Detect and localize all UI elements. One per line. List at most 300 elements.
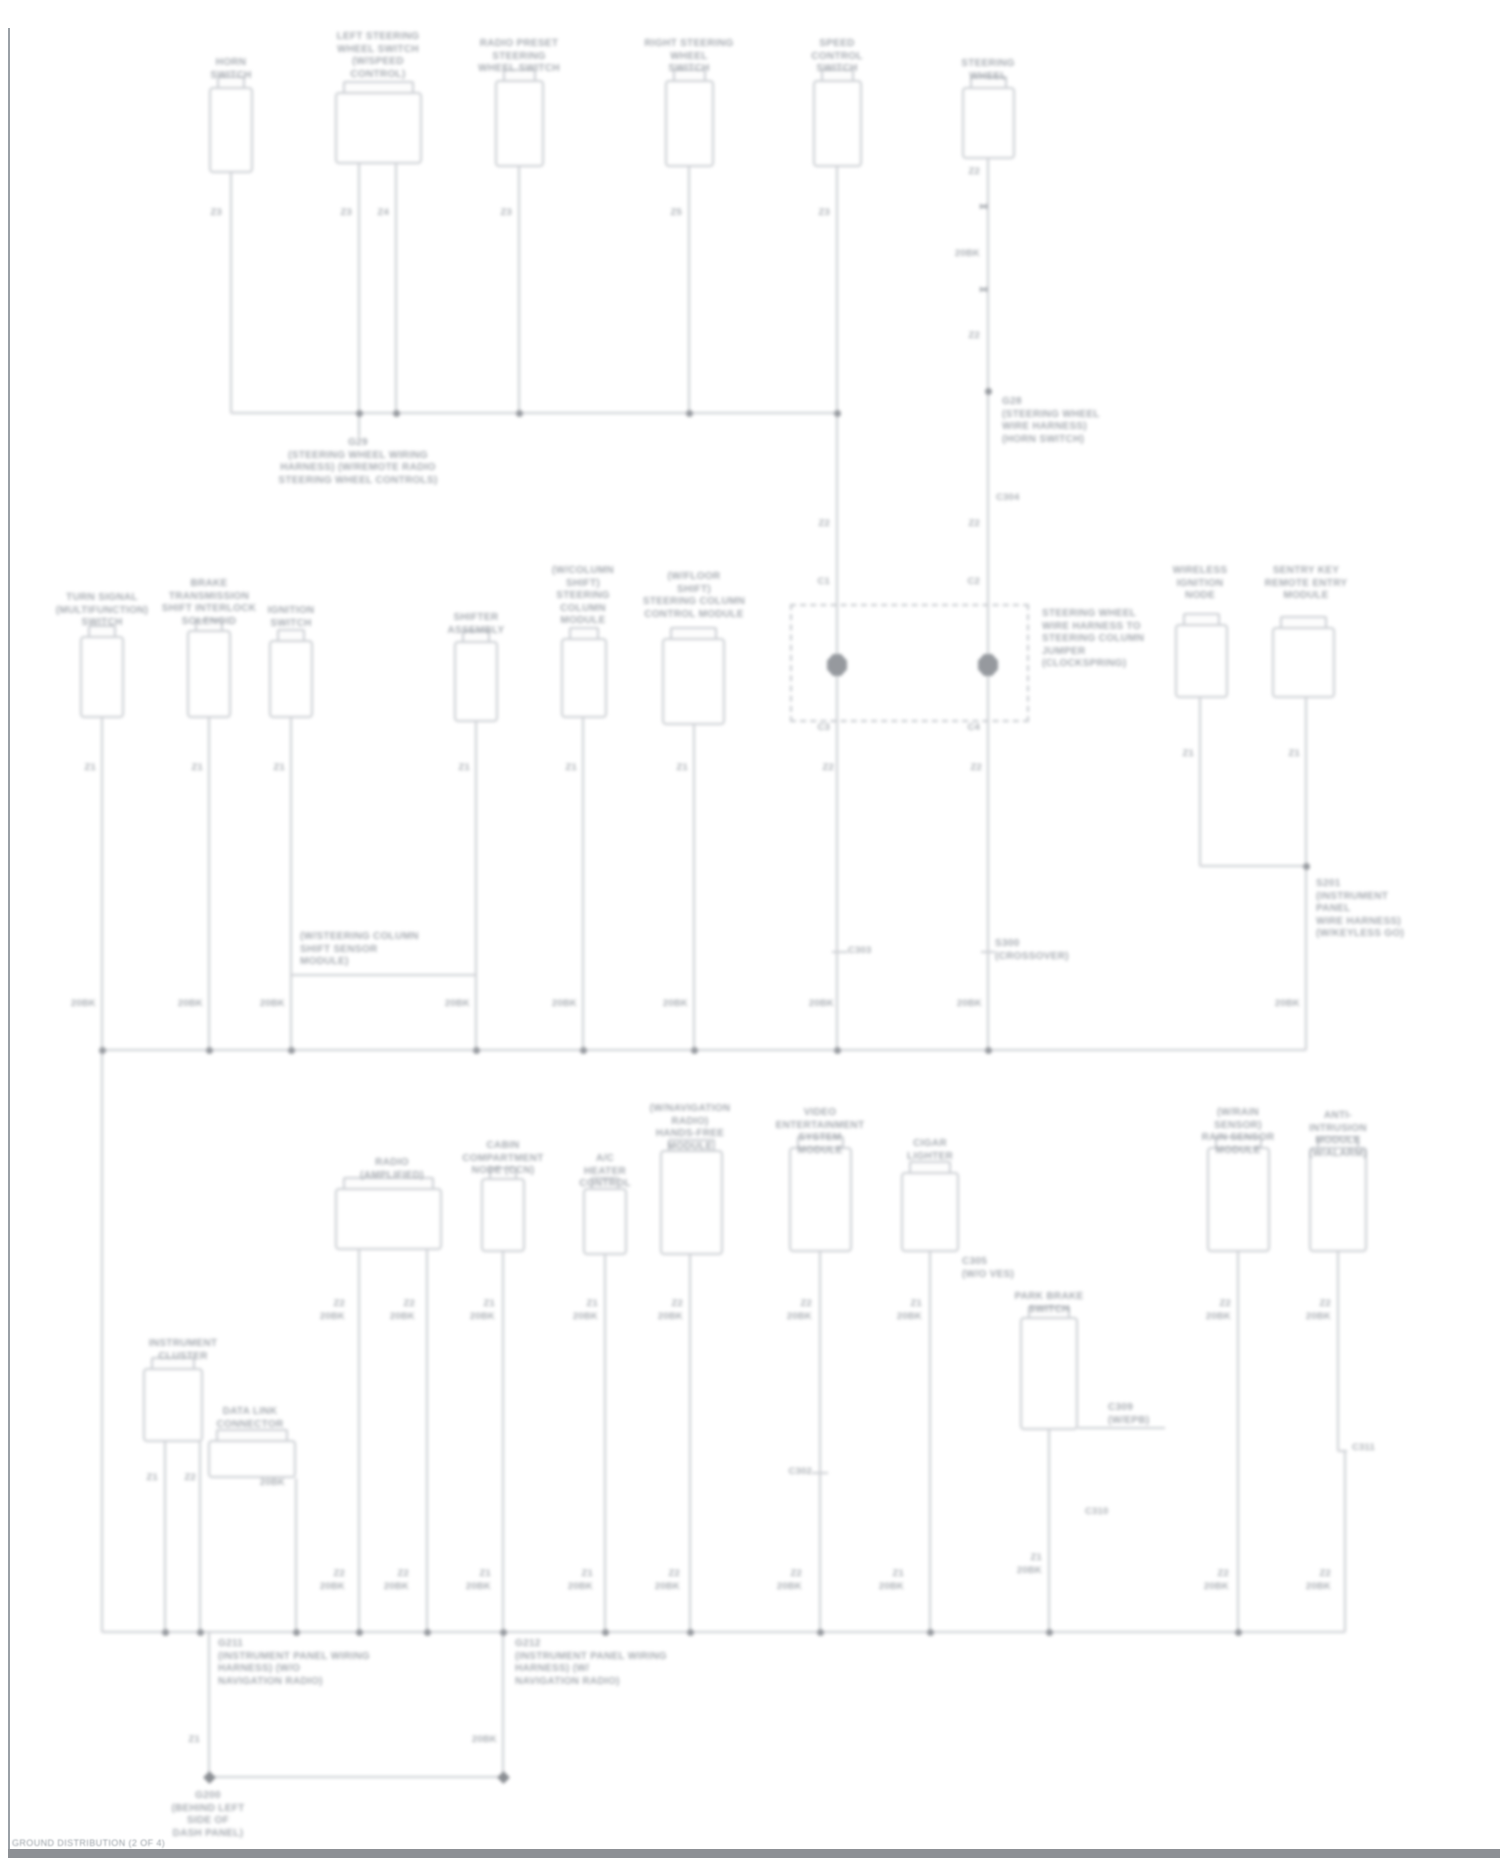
wire-segment (1200, 865, 1306, 867)
connector-label-line: PARK BRAKE (1014, 1291, 1084, 1302)
junction-dot (473, 1047, 480, 1054)
ground-note-line: HARNESS) (W/ (515, 1663, 590, 1674)
wire-segment (475, 722, 477, 1050)
ground-note (1002, 396, 1117, 446)
wire-code-label: 20BK (786, 1311, 812, 1322)
ground-note-line: (W/O VES) (962, 1268, 1015, 1280)
junction-dot (1046, 1629, 1053, 1636)
ground-note-line: G211 (218, 1638, 244, 1649)
wire-code-label: Z1 (892, 1568, 904, 1579)
connector-label-line: (W/RAIN (1216, 1107, 1260, 1118)
ground-note (258, 437, 458, 487)
connector-label-line: BRAKE (190, 578, 228, 589)
connector-label-line: STEERING COLUMN (642, 596, 746, 607)
connector-label-line: CABIN (486, 1140, 520, 1151)
wire-code-label: C310 (1085, 1506, 1109, 1517)
connector-label-line: MODULE (1215, 1144, 1261, 1156)
connector-label-line: INTRUSION (1309, 1122, 1367, 1134)
ground-note-line: NAVIGATION RADIO) (515, 1675, 620, 1687)
junction-dot (356, 410, 363, 417)
connector-label-line: CONTROL (811, 50, 863, 62)
connector-label (201, 605, 381, 630)
connector-label-line: HEATER (583, 1165, 627, 1177)
ground-note-line: (CROSSOVER) (995, 950, 1069, 962)
wire-segment (291, 974, 476, 976)
connector-box connector-horn-switch (209, 87, 253, 173)
connector-label (604, 571, 784, 621)
wire-code-label: 20BK (776, 1581, 802, 1592)
connector-box connector-hands-free-module (660, 1150, 723, 1255)
inline-connector-icon: ▸◂ (980, 284, 985, 295)
connector-cap (277, 629, 305, 642)
junction-dot (985, 1047, 992, 1054)
wire-segment (1078, 1427, 1165, 1429)
connector-label-line: A/C (595, 1153, 615, 1164)
connector-label (1216, 565, 1396, 603)
connector-box connector-shifter-assembly (454, 641, 498, 722)
wire-code-label: 20BK (471, 1734, 497, 1745)
connector-label-line: VIDEO (803, 1107, 837, 1118)
connector-label-line: SHIFT) (676, 583, 712, 595)
wire-code-label: Z1 (84, 762, 96, 773)
junction-dot (927, 1629, 934, 1636)
wire-segment (604, 1255, 606, 1632)
wire-code-label: Z2 (1319, 1298, 1331, 1309)
connector-label-line: RAIN SENSOR (1201, 1132, 1275, 1143)
ground-note (218, 1638, 423, 1688)
wire-code-label: 20BK (1016, 1565, 1042, 1576)
ground-note-line: (W/KEYLESS GO) (1316, 928, 1405, 939)
wire-segment (208, 1632, 210, 1777)
connector-label-line: MODULE (1283, 590, 1329, 601)
junction-dot (293, 1629, 300, 1636)
wire-segment (102, 1631, 1345, 1633)
scan-border-left (8, 28, 10, 1852)
ground-note-line: WIRE HARNESS TO (1042, 620, 1141, 632)
ground-junction (497, 1771, 510, 1784)
ground-note-line: STEERING WHEEL (1042, 608, 1137, 619)
connector-label-line: LEFT STEERING (336, 31, 420, 42)
wire-segment (981, 951, 995, 953)
wire-segment (929, 1252, 931, 1632)
connector-box connector-data-link-connector (208, 1440, 296, 1478)
connector-label (840, 1138, 1020, 1163)
wire-code-label: 20BK (896, 1311, 922, 1322)
wire-code-label: 20BK (1305, 1311, 1331, 1322)
connector-box connector-intrusion-module (1309, 1147, 1367, 1252)
connector-label-line: (MULTIFUNCTION) (55, 604, 149, 616)
wire-code-label: C303 (848, 945, 872, 956)
ground-note-line: SHIFT SENSOR (300, 943, 378, 955)
connector-label-line: CONTROL (579, 1178, 631, 1189)
wire-code-label: 20BK (1274, 998, 1300, 1009)
connector-label-line: SWITCH (81, 617, 123, 628)
wire-code-label: 20BK (657, 1311, 683, 1322)
connector-box connector-right-steering-wheel-switch (665, 80, 714, 167)
ground-note-line: DASH PANEL) (172, 1827, 244, 1839)
wire-segment (812, 1472, 828, 1474)
wire-code-label: Z2 (184, 1472, 196, 1483)
connector-label-line: COMPARTMENT (462, 1152, 544, 1164)
connector-box connector-steering-wheel (962, 87, 1015, 159)
ground-note-line: C305 (962, 1256, 988, 1267)
ground-note-line: S201 (1316, 878, 1341, 889)
junction-dot (288, 1047, 295, 1054)
connector-label (959, 1291, 1139, 1316)
connector-box connector-radio (335, 1188, 442, 1250)
connector-label (429, 38, 609, 76)
ground-note-line: (STEERING WHEEL (1002, 408, 1100, 420)
wire-code-label: 20BK (389, 1311, 415, 1322)
wire-code-label: 20BK (465, 1581, 491, 1592)
connector-label-line: (W/SPEED (352, 56, 404, 67)
wire-segment (358, 164, 360, 413)
wire-code-label: 20BK (1203, 1581, 1229, 1592)
junction-dot (602, 1629, 609, 1636)
wire-segment (582, 718, 584, 1050)
connector-label-line: SWITCH (668, 63, 710, 74)
junction-dot (580, 1047, 587, 1054)
wire-code-label: Z1 (188, 1734, 200, 1745)
connector-label-line: WHEEL (670, 50, 708, 62)
connector-label-line: IGNITION (267, 605, 315, 616)
connector-label-line: WHEEL SWITCH (337, 43, 419, 55)
ground-note-line: G29 (348, 437, 368, 448)
ground-junction (203, 1771, 216, 1784)
wire-code-label: Z2 (968, 166, 980, 177)
wire-segment (164, 1442, 166, 1632)
wire-code-label: C4 (967, 722, 980, 733)
ground-note-line: (INSTRUMENT PANEL WIRING (218, 1650, 370, 1662)
wire-code-label: Z2 (800, 1298, 812, 1309)
wire-code-label: Z1 (479, 1568, 491, 1579)
connector-label-line: (W/ALARM) (1309, 1147, 1367, 1159)
connector-label (1248, 1110, 1428, 1160)
wire-code-label: Z1 (483, 1298, 495, 1309)
wire-code-label: C311 (1352, 1442, 1375, 1453)
ground-note (1042, 608, 1162, 671)
ground-note-line: STEERING WHEEL CONTROLS) (278, 474, 438, 486)
wire-code-label: C302 (788, 1466, 812, 1477)
connector-label-line: (W/COLUMN (551, 565, 615, 576)
connector-box connector-shift-interlock (187, 630, 231, 718)
junction-dot (516, 410, 523, 417)
connector-label-line: SHIFT INTERLOCK (161, 603, 257, 614)
connector-label-line: CIGAR (913, 1138, 947, 1149)
wire-code-label: Z2 (671, 1298, 683, 1309)
wire-code-label: Z2 (790, 1568, 802, 1579)
junction-dot (500, 1629, 507, 1636)
connector-label-line: INSTRUMENT (148, 1338, 218, 1349)
junction-dot (197, 1629, 204, 1636)
connector-label-line: SYSTEM (798, 1132, 842, 1143)
wire-segment (693, 725, 695, 1050)
connector-label-line: COLUMN (560, 602, 606, 614)
junction-dot (1235, 1629, 1242, 1636)
wire-code-label: 20BK (662, 998, 688, 1009)
connector-label-line: NODE (1184, 590, 1216, 601)
connector-label-line: STEERING (961, 58, 1015, 69)
connector-label-line: SHIFTER (453, 612, 499, 623)
ground-note-line: (STEERING WHEEL WIRING (288, 449, 428, 461)
inline-connector-icon: ▸◂ (980, 201, 985, 212)
connector-box connector-speed-control-switch (813, 80, 862, 167)
ground-note-line: HARNESS) (W/O (218, 1663, 301, 1674)
wire-segment (502, 1632, 504, 1777)
ground-note (148, 1790, 268, 1840)
wire-segment (395, 164, 397, 413)
wire-segment (102, 1049, 1306, 1051)
wire-segment (1237, 1252, 1239, 1632)
connector-label-line: RIGHT STEERING (644, 38, 734, 49)
wire-code-label: C2 (967, 576, 980, 587)
connector-label-line: ENTERTAINMENT (775, 1119, 865, 1131)
connector-label-line: HANDS-FREE (655, 1128, 725, 1139)
wire-code-label: Z2 (1219, 1298, 1231, 1309)
connector-box connector-multifunction-switch (80, 636, 124, 718)
connector-label-line: MODULE (797, 1144, 843, 1156)
ground-note (1108, 1402, 1198, 1427)
ground-note (962, 1256, 1057, 1281)
wire-segment (1344, 1451, 1346, 1632)
ground-note-line: SIDE OF (186, 1815, 230, 1826)
connector-cap (569, 627, 599, 640)
connector-label-line: SWITCH (270, 617, 312, 629)
wire-code-label: Z2 (968, 518, 980, 529)
wire-code-label: 20BK (808, 998, 834, 1009)
wire-segment (230, 173, 232, 413)
connector-box connector-ignition-switch (269, 640, 313, 718)
connector-label-line: CONTROL) (350, 68, 406, 80)
wire-segment (231, 412, 837, 414)
connector-box connector-cigar-lighter (901, 1172, 959, 1252)
wire-code-label: Z2 (1319, 1568, 1331, 1579)
connector-box connector-sentry-key-module (1272, 627, 1335, 698)
connector-label (898, 58, 1078, 83)
ground-note-line: WIRE HARNESS) (1316, 915, 1402, 927)
wire-code-label: C304 (996, 492, 1020, 503)
wire-code-label: Z1 (910, 1298, 922, 1309)
connector-label-line: MODULE (1315, 1135, 1361, 1146)
wire-code-label: Z1 (676, 762, 688, 773)
wire-code-label: 20BK (444, 998, 470, 1009)
connector-box connector-steering-column-control-module (662, 638, 725, 725)
wire-segment (208, 718, 210, 1050)
connector-label-line: MODULE (667, 1140, 713, 1152)
wire-code-label: Z2 (333, 1568, 345, 1579)
connector-label-line: NODE (CCN) (471, 1165, 535, 1176)
wire-code-label: 20BK (572, 1311, 598, 1322)
wire-code-label: Z5 (670, 207, 682, 218)
ground-note (300, 931, 475, 969)
wire-segment (295, 1478, 297, 1632)
wire-segment (1048, 1430, 1050, 1632)
connector-label-line: SWITCH (210, 69, 252, 81)
junction-dot (1303, 863, 1310, 870)
connector-label-line: CONTROL MODULE (644, 608, 744, 620)
junction-dot (393, 410, 400, 417)
connector-label-line: LIGHTER (907, 1150, 953, 1162)
wire-code-label: 20BK (383, 1581, 409, 1592)
connector-box connector-ac-heater-control (583, 1188, 627, 1255)
ground-note-line: HARNESS) (W/REMOTE RADIO (280, 462, 436, 473)
connector-label-line: SHIFT) (565, 577, 601, 589)
wire-segment (689, 1255, 691, 1632)
wire-code-label: Z1 (581, 1568, 593, 1579)
junction-dot (817, 1629, 824, 1636)
junction-dot (687, 1629, 694, 1636)
connector-label (160, 1406, 340, 1431)
ground-note (995, 938, 1115, 963)
wire-code-label: Z3 (500, 207, 512, 218)
wire-code-label: 20BK (956, 998, 982, 1009)
wire-code-label: Z2 (970, 762, 982, 773)
wire-code-label: Z1 (1182, 748, 1194, 759)
wire-code-label: 20BK (1205, 1311, 1231, 1322)
wire-code-label: Z3 (340, 207, 352, 218)
wire-segment (1337, 1252, 1339, 1451)
junction-dot (686, 410, 693, 417)
junction-dot (424, 1629, 431, 1636)
connector-label-line: SWITCH (816, 63, 858, 74)
wire-code-label: Z1 (191, 762, 203, 773)
wire-code-label: Z3 (818, 207, 830, 218)
connector-cap (343, 81, 414, 94)
connector-box connector-wireless-ignition-node (1175, 624, 1228, 698)
connector-label-line: RADIO PRESET (479, 38, 559, 49)
connector-label-line: WIRELESS (1172, 565, 1228, 576)
wire-code-label: Z1 (458, 762, 470, 773)
ground-note-line: WIRE HARNESS) (1002, 421, 1088, 432)
wire-code-label: Z1 (1030, 1552, 1042, 1563)
connector-box connector-rain-sensor-module (1207, 1147, 1270, 1252)
wire-code-label: 20BK (177, 998, 203, 1009)
connector-label-line: (W/NAVIGATION (649, 1103, 731, 1114)
connector-box connector-radio-preset-switch (495, 80, 544, 167)
ground-note-line: (INSTRUMENT PANEL (1316, 890, 1389, 914)
ground-note-line: (W/EPB) (1108, 1414, 1150, 1426)
connector-cap (1183, 613, 1220, 626)
wire-code-label: Z2 (968, 330, 980, 341)
wire-code-label: 20BK (319, 1311, 345, 1322)
wire-code-label: 20BK (1305, 1581, 1331, 1592)
wire-code-label: Z2 (1217, 1568, 1229, 1579)
connector-label-line: WHEEL SWITCH (478, 63, 560, 74)
connector-label-line: CONNECTOR (216, 1418, 284, 1430)
wire-code-label: Z2 (818, 518, 830, 529)
junction-dot (834, 1047, 841, 1054)
ground-note-line: G200 (195, 1790, 221, 1801)
wire-code-label: Z2 (333, 1298, 345, 1309)
connector-label-line: (AMPLIFIED) (360, 1169, 424, 1181)
junction-dot (99, 1047, 106, 1054)
wire-code-label: Z2 (822, 762, 834, 773)
wire-segment (290, 718, 292, 1050)
ground-note-line: MODULE) (300, 956, 349, 967)
ground-note-line: (W/STEERING COLUMN (300, 931, 419, 942)
connector-cap (670, 627, 717, 640)
wire-code-label: 20BK (319, 1581, 345, 1592)
wire-code-label: C1 (817, 576, 830, 587)
connector-label-line: SOLENOID (181, 615, 237, 627)
connector-label (93, 1338, 273, 1363)
wire-code-label: Z4 (377, 207, 389, 218)
wire-code-label: Z2 (397, 1568, 409, 1579)
connector-label-line: SENSOR) (1214, 1119, 1262, 1131)
wire-segment (101, 718, 103, 1632)
ground-note-line: G28 (1002, 396, 1022, 407)
wire-code-label: 20BK (878, 1581, 904, 1592)
connector-label-line: ANTI- (1323, 1110, 1353, 1121)
ground-note-line: (HORN SWITCH) (1002, 433, 1085, 445)
ground-note (515, 1638, 720, 1688)
wire-code-label: Z1 (565, 762, 577, 773)
scan-edge-bottom (8, 1849, 1500, 1858)
wire-segment (199, 1442, 201, 1632)
wire-segment (518, 167, 520, 413)
wire-code-label: C3 (817, 722, 830, 733)
ground-note-line: (BEHIND LEFT (171, 1802, 245, 1814)
connector-label-line: SENTRY KEY (1272, 565, 1340, 576)
wire-code-label: 20BK (654, 1581, 680, 1592)
wire-segment (1305, 698, 1307, 1050)
connector-box connector-column-module (561, 638, 607, 718)
connector-label-line: IGNITION (1176, 577, 1224, 589)
wire-segment (832, 951, 848, 953)
connector-label-line: WHEEL (969, 70, 1007, 82)
connector-cap (1280, 616, 1327, 629)
junction-dot (206, 1047, 213, 1054)
wire-code-label: 20BK (551, 998, 577, 1009)
connector-box connector-park-brake-switch (1020, 1317, 1078, 1430)
connector-label-line: HORN (215, 57, 247, 68)
wire-segment (209, 1776, 503, 1778)
wire-code-label: Z1 (146, 1472, 158, 1483)
wire-code-label: Z2 (403, 1298, 415, 1309)
wire-code-label: 20BK (70, 998, 96, 1009)
wire-code-label: Z1 (273, 762, 285, 773)
junction-dot (834, 410, 841, 417)
connector-label-line: SPEED (819, 38, 855, 49)
connector-label-line: REMOTE ENTRY (1264, 577, 1348, 589)
wire-code-label: 20BK (469, 1311, 495, 1322)
connector-label-line: STEERING (492, 50, 546, 62)
connector-label-line: (W/FLOOR (667, 571, 721, 582)
junction-dot (162, 1629, 169, 1636)
ground-note (1316, 878, 1421, 941)
connector-label-line: TRANSMISSION (168, 590, 250, 602)
wire-code-label: 20BK (259, 998, 285, 1009)
wire-code-label: 20BK (567, 1581, 593, 1592)
ground-note-line: S300 (995, 938, 1020, 949)
wire-segment (819, 1252, 821, 1632)
ground-note-line: C309 (1108, 1402, 1134, 1413)
wire-code-label: Z1 (586, 1298, 598, 1309)
connector-label-line: MODULE (560, 615, 606, 626)
connector-label-line: TURN SIGNAL (66, 592, 138, 603)
connector-label-line: RADIO) (671, 1115, 709, 1127)
wire-code-label: Z3 (210, 207, 222, 218)
wire-code-label: Z2 (668, 1568, 680, 1579)
junction-dot (691, 1047, 698, 1054)
wire-segment (358, 413, 360, 437)
ground-note-line: NAVIGATION RADIO) (218, 1675, 323, 1687)
ground-note-line: STEERING COLUMN (1042, 633, 1145, 644)
wire-code-label: 20BK (954, 248, 980, 259)
junction-dot (985, 388, 992, 395)
wire-segment (688, 167, 690, 413)
connector-label-line: ASSEMBLY (447, 624, 505, 636)
